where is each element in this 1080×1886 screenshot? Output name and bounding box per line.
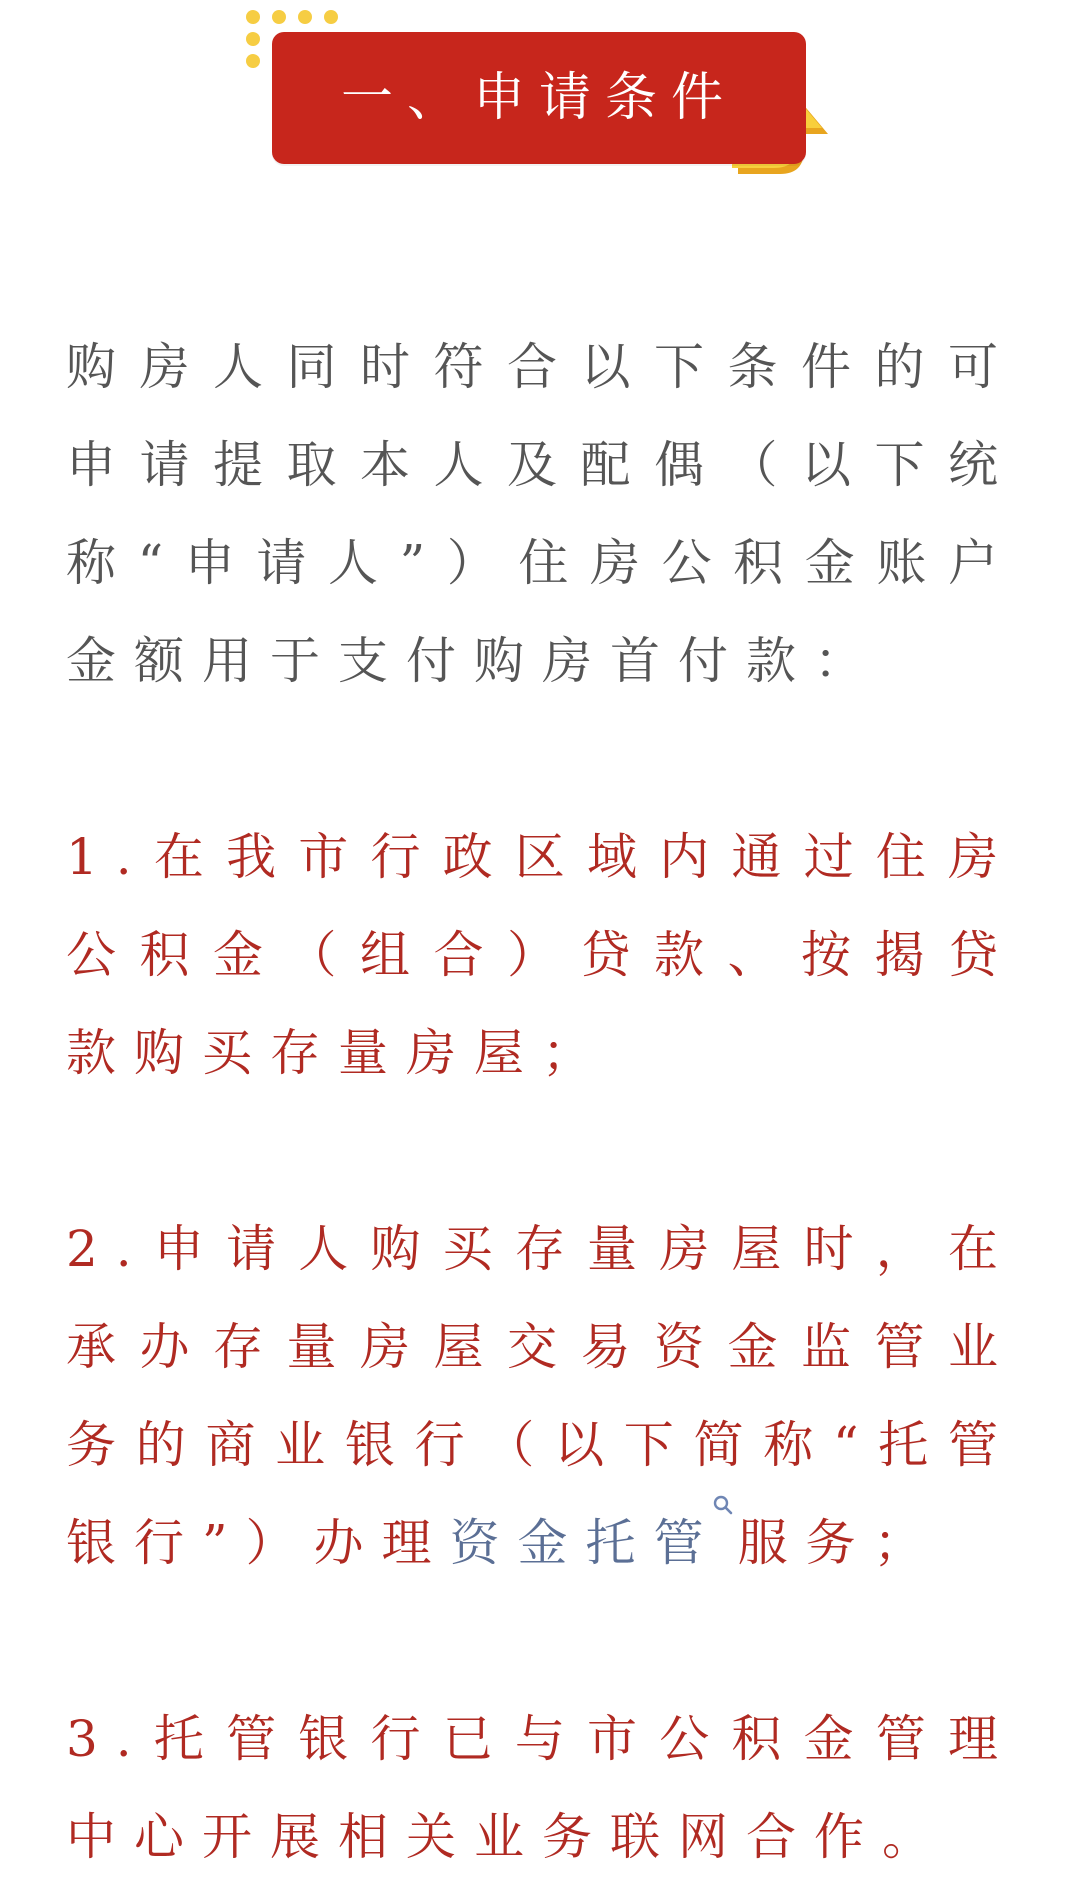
keyword-link-fund-custody[interactable]: 资金托管 xyxy=(449,1514,722,1572)
section-header xyxy=(240,0,860,190)
condition-item-2 xyxy=(66,1200,1016,1592)
search-icon[interactable] xyxy=(712,1494,734,1534)
condition-item-3: 3.托管银行已与市公积金管理中心开展相关业务联网合作。 xyxy=(66,1710,1016,1866)
intro-paragraph: 购房人同时符合以下条件的可申请提取本人及配偶（以下统称“申请人”）住房公积金账户金额用于支付购房首付款： xyxy=(66,338,1016,690)
condition-item-2-tail: 服务； xyxy=(737,1514,942,1572)
condition-item-2-text: 2.申请人购买存量房屋时，在承办存量房屋交易资金监管业务的商业银行（以下简称“托管银行”）办理 xyxy=(66,1220,1016,1572)
condition-item-1: 1.在我市行政区域内通过住房公积金（组合）贷款、按揭贷款购买存量房屋； xyxy=(66,828,1016,1082)
section-title-badge xyxy=(272,32,806,164)
section-title: 一、申请条件 xyxy=(340,68,737,128)
article-body xyxy=(66,318,1016,1886)
